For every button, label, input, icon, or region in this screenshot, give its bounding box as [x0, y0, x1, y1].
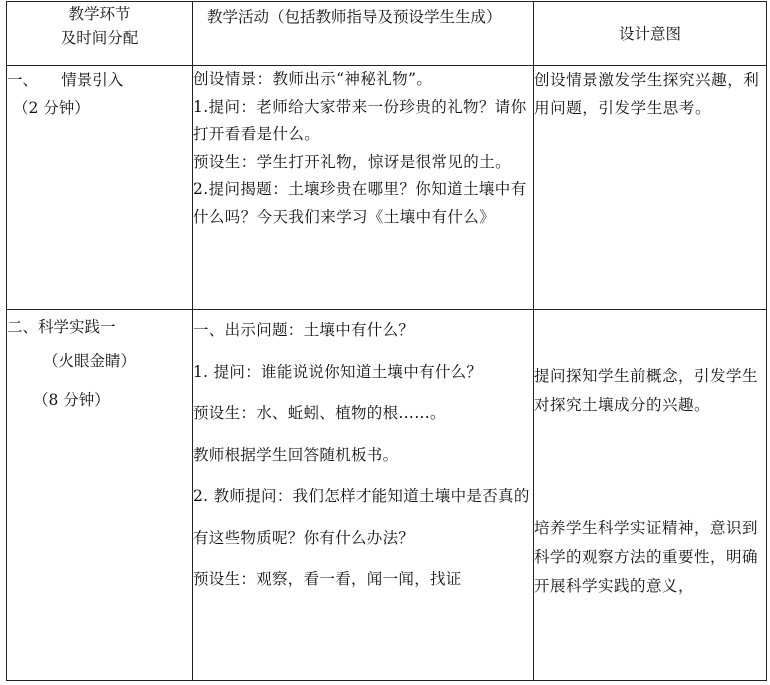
intent-paragraph: 创设情景激发学生探究兴趣，利用问题，引发学生思考。 — [534, 71, 760, 117]
header-stage-time — [7, 2, 193, 66]
header-activities — [193, 2, 534, 66]
activity-paragraph: 预设生：水、蚯蚓、植物的根……。 — [193, 404, 446, 422]
table-row — [7, 310, 767, 681]
activities-cell — [193, 66, 534, 310]
header-activities-text: 教学活动（包括教师指导及预设学生生成） — [207, 8, 502, 26]
intent-cell — [534, 310, 767, 681]
header-stage-line2: 及时间分配 — [60, 29, 139, 47]
header-intent-text: 设计意图 — [618, 24, 681, 43]
header-intent — [534, 2, 767, 66]
activity-paragraph: 创设情景：教师出示“神秘礼物”。 — [193, 70, 433, 88]
activity-paragraph: 2.提问揭题：土壤珍贵在哪里？你知道土壤中有什么吗？今天我们来学习《土壤中有什么》 — [193, 180, 527, 226]
activities-cell — [193, 310, 534, 681]
stage-title: 一、 情景引入 — [7, 71, 124, 89]
stage-title: 二、科学实践一 — [7, 318, 116, 336]
header-row — [7, 2, 767, 66]
activity-paragraph: 1. 提问：谁能说说你知道土壤中有什么？ — [193, 362, 483, 381]
activity-paragraph: 一、出示问题：土壤中有什么？ — [193, 321, 415, 339]
activity-paragraph: 预设生：学生打开礼物，惊讶是很常见的土。 — [193, 152, 512, 171]
header-stage-line1: 教学环节 — [68, 5, 131, 23]
stage-subtitle: （火眼金睛） — [43, 352, 137, 370]
intent-paragraph: 培养学生科学实证精神，意识到科学的观察方法的重要性，明确开展科学实践的意义， — [534, 519, 759, 595]
stage-duration: （8 分钟） — [33, 391, 110, 409]
activity-paragraph: 教师根据学生回答随机板书。 — [193, 445, 399, 464]
lesson-plan-table — [6, 1, 767, 681]
activity-paragraph: 2. 教师提问：我们怎样才能知道土壤中是否真的有这些物质呢？你有什么办法？ — [193, 487, 530, 547]
stage-cell — [7, 310, 193, 681]
activity-paragraph: 1.提问：老师给大家带来一份珍贵的礼物？请你打开看看是什么。 — [193, 97, 527, 143]
table-row — [7, 66, 767, 310]
stage-cell — [7, 66, 193, 310]
stage-duration: （2 分钟） — [13, 99, 90, 117]
activity-paragraph: 预设生：观察，看一看，闻一闻，找证 — [193, 570, 462, 588]
intent-paragraph: 提问探知学生前概念，引发学生对探究土壤成分的兴趣。 — [534, 367, 759, 414]
intent-cell — [534, 66, 767, 310]
